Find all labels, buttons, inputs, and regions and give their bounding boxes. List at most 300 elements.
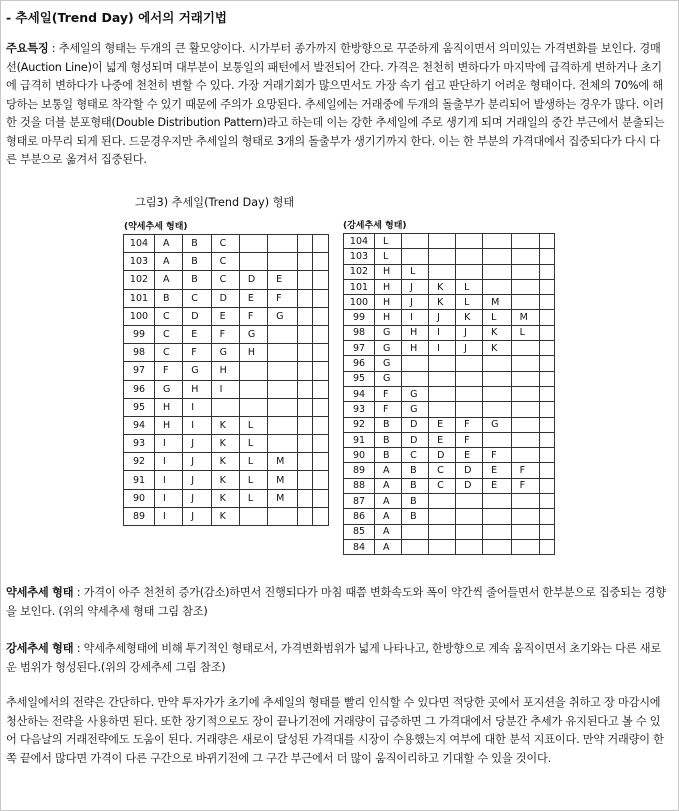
tpo-letter-cell: H (239, 344, 267, 362)
tpo-letter-cell (540, 478, 555, 493)
tpo-letter-cell: H (155, 398, 183, 416)
tpo-letter-cell (511, 524, 539, 539)
tpo-letter-cell: L (483, 310, 511, 325)
price-cell: 93 (344, 402, 375, 417)
tpo-letter-cell (511, 279, 539, 294)
tpo-letter-cell (511, 295, 539, 310)
price-cell: 88 (344, 478, 375, 493)
tpo-letter-cell: I (155, 489, 183, 507)
tpo-letter-cell: K (211, 435, 239, 453)
tpo-letter-cell (511, 494, 539, 509)
tpo-letter-cell: F (239, 307, 267, 325)
price-cell: 93 (124, 435, 155, 453)
tpo-letter-cell: L (456, 279, 483, 294)
tpo-letter-cell: K (211, 489, 239, 507)
tpo-letter-cell: L (239, 471, 267, 489)
tpo-letter-cell: A (155, 235, 183, 253)
tpo-letter-cell: C (183, 289, 211, 307)
price-cell: 90 (344, 448, 375, 463)
tpo-letter-cell: I (155, 471, 183, 489)
tpo-letter-cell (313, 507, 329, 525)
tpo-letter-cell (313, 435, 329, 453)
price-cell: 101 (124, 289, 155, 307)
tpo-letter-cell (297, 507, 313, 525)
table-row (344, 264, 555, 279)
table-row (344, 463, 555, 478)
tpo-letter-cell: H (375, 279, 402, 294)
tpo-letter-cell (540, 524, 555, 539)
price-cell: 94 (344, 386, 375, 401)
tpo-letter-cell (540, 341, 555, 356)
tpo-letter-cell (402, 234, 429, 249)
tpo-letter-cell: I (155, 507, 183, 525)
tpo-letter-cell: F (511, 478, 539, 493)
tpo-letter-cell: K (429, 279, 456, 294)
tpo-letter-cell (540, 494, 555, 509)
tpo-letter-cell (297, 416, 313, 434)
strategy-paragraph: 추세일에서의 전략은 간단하다. 만약 투자가가 초기에 추세일의 형태를 빨리 인식할 수 있다면 적당한 곳에서 포지션을 취하고 장 마감시에 청산하는 전략을 사용하면 된다. 또한 장기적으로도 장이 끝나기전에 거래량이 급증하면 그 가격대에서 당분간 추세가 유지된다고 볼 수 있어 다음날의 거래전략에도 도움이 된다. 거래량은 새로이 달성된 가격대를 시장이 수용했는지 여부에 대한 분석 지표이다. 만약 거래량이 한쪽 끝에서 많다면 가격이 다른 구간으로 바뀌기전에 그 구간 부근에서 더 많이 움직이리하고 기대할 수 있을 것이다. (6, 696, 664, 765)
tpo-letter-cell: J (183, 489, 211, 507)
tpo-letter-cell: H (375, 310, 402, 325)
tpo-letter-cell: M (268, 489, 298, 507)
tpo-letter-cell: K (483, 325, 511, 340)
tpo-letter-cell: J (183, 435, 211, 453)
tpo-letter-cell (239, 362, 267, 380)
strong-table-title: (강세추세 형태) (343, 221, 407, 231)
tpo-letter-cell (313, 289, 329, 307)
price-cell: 90 (124, 489, 155, 507)
price-cell: 103 (344, 249, 375, 264)
tpo-letter-cell (540, 325, 555, 340)
tpo-letter-cell: J (429, 310, 456, 325)
tpo-letter-cell: K (211, 416, 239, 434)
tpo-letter-cell: E (211, 307, 239, 325)
intro-paragraph (6, 40, 670, 170)
tpo-letter-cell: J (402, 279, 429, 294)
table-row (124, 325, 329, 343)
tpo-letter-cell: H (375, 295, 402, 310)
tpo-letter-cell: A (375, 539, 402, 554)
tpo-letter-cell (456, 356, 483, 371)
table-row (344, 295, 555, 310)
price-cell: 89 (124, 507, 155, 525)
tpo-letter-cell: H (211, 362, 239, 380)
tpo-letter-cell: K (456, 310, 483, 325)
tpo-letter-cell: G (375, 371, 402, 386)
price-cell: 89 (344, 463, 375, 478)
tpo-letter-cell (429, 264, 456, 279)
tpo-letter-cell (540, 448, 555, 463)
tpo-letter-cell (483, 371, 511, 386)
table-row (124, 271, 329, 289)
tpo-letter-cell (429, 494, 456, 509)
tpo-letter-cell (456, 509, 483, 524)
table-row (344, 341, 555, 356)
price-cell: 99 (344, 310, 375, 325)
tpo-letter-cell: L (402, 264, 429, 279)
tpo-letter-cell (297, 271, 313, 289)
tpo-letter-cell: C (155, 344, 183, 362)
tpo-letter-cell (268, 235, 298, 253)
weak-trend-table (123, 234, 329, 526)
price-cell: 98 (124, 344, 155, 362)
tpo-letter-cell (313, 489, 329, 507)
table-row (124, 344, 329, 362)
table-row (344, 524, 555, 539)
tpo-letter-cell: B (375, 432, 402, 447)
weak-desc-label: 약세추세 형태 (6, 586, 74, 599)
tpo-letter-cell: A (375, 509, 402, 524)
tpo-letter-cell (313, 271, 329, 289)
strong-desc-text: : 약세추세형태에 비해 투기적인 형태로서, 가격변화범위가 넓게 나타나고, 한방향으로 계속 움직이면서 초기와는 다른 새로운 범위가 형성된다.(위의 강세추세 그림 참조) (6, 642, 661, 674)
tpo-letter-cell (456, 524, 483, 539)
tpo-letter-cell: K (211, 507, 239, 525)
table-row (124, 453, 329, 471)
tpo-letter-cell (511, 417, 539, 432)
tpo-letter-cell (540, 249, 555, 264)
tpo-letter-cell: E (183, 325, 211, 343)
tpo-letter-cell (540, 539, 555, 554)
tpo-letter-cell (297, 307, 313, 325)
tpo-letter-cell: G (183, 362, 211, 380)
tpo-letter-cell (540, 463, 555, 478)
tpo-letter-cell (540, 356, 555, 371)
tpo-letter-cell (483, 494, 511, 509)
tpo-letter-cell (239, 235, 267, 253)
weak-table-title: (약세추세 형태) (124, 222, 188, 232)
price-cell: 96 (124, 380, 155, 398)
tpo-letter-cell (297, 253, 313, 271)
tpo-letter-cell: H (155, 416, 183, 434)
tpo-letter-cell: H (375, 264, 402, 279)
table-row (124, 507, 329, 525)
tpo-letter-cell (511, 341, 539, 356)
tpo-letter-cell (429, 371, 456, 386)
tpo-letter-cell: L (375, 234, 402, 249)
tpo-letter-cell: F (183, 344, 211, 362)
tpo-letter-cell (313, 253, 329, 271)
tpo-letter-cell (313, 416, 329, 434)
tpo-letter-cell: F (456, 432, 483, 447)
tpo-letter-cell (268, 380, 298, 398)
tpo-letter-cell: E (429, 432, 456, 447)
tpo-letter-cell (313, 380, 329, 398)
tpo-letter-cell: C (429, 478, 456, 493)
tpo-letter-cell (483, 524, 511, 539)
tpo-letter-cell (297, 489, 313, 507)
price-cell: 99 (124, 325, 155, 343)
tpo-letter-cell (483, 386, 511, 401)
tpo-letter-cell (483, 509, 511, 524)
tpo-letter-cell (511, 249, 539, 264)
tpo-letter-cell (456, 264, 483, 279)
tpo-letter-cell: A (155, 253, 183, 271)
tpo-letter-cell: D (239, 271, 267, 289)
tpo-letter-cell (429, 234, 456, 249)
tpo-letter-cell (429, 386, 456, 401)
tpo-letter-cell: A (375, 463, 402, 478)
table-row (344, 509, 555, 524)
table-row (124, 435, 329, 453)
tpo-letter-cell (239, 507, 267, 525)
table-row (124, 471, 329, 489)
tpo-letter-cell (511, 539, 539, 554)
tpo-letter-cell: I (429, 341, 456, 356)
tpo-letter-cell: G (211, 344, 239, 362)
price-cell: 85 (344, 524, 375, 539)
tpo-letter-cell: K (211, 453, 239, 471)
table-row (344, 386, 555, 401)
tpo-letter-cell: C (429, 463, 456, 478)
tpo-letter-cell: I (155, 453, 183, 471)
tpo-letter-cell: B (155, 289, 183, 307)
tpo-letter-cell (297, 471, 313, 489)
price-cell: 87 (344, 494, 375, 509)
tpo-letter-cell (268, 507, 298, 525)
intro-label: 주요특징 (6, 42, 49, 55)
tpo-letter-cell: F (375, 402, 402, 417)
table-row (344, 310, 555, 325)
table-row (344, 249, 555, 264)
tpo-letter-cell: J (456, 341, 483, 356)
tpo-letter-cell: M (268, 471, 298, 489)
tpo-letter-cell (456, 234, 483, 249)
tpo-letter-cell: E (456, 448, 483, 463)
tpo-letter-cell: K (211, 471, 239, 489)
tpo-letter-cell: F (511, 463, 539, 478)
tpo-letter-cell (429, 509, 456, 524)
tpo-letter-cell (268, 325, 298, 343)
tpo-letter-cell (511, 264, 539, 279)
tpo-letter-cell (268, 435, 298, 453)
tpo-letter-cell (483, 234, 511, 249)
tpo-letter-cell (297, 362, 313, 380)
tpo-letter-cell: B (183, 253, 211, 271)
tpo-letter-cell: L (239, 453, 267, 471)
tpo-letter-cell: C (402, 448, 429, 463)
tpo-letter-cell (483, 249, 511, 264)
tpo-letter-cell: B (183, 235, 211, 253)
tpo-letter-cell: K (429, 295, 456, 310)
tpo-letter-cell (313, 344, 329, 362)
tpo-letter-cell (402, 371, 429, 386)
tpo-letter-cell: D (402, 432, 429, 447)
tpo-letter-cell: E (483, 463, 511, 478)
tpo-letter-cell: B (375, 417, 402, 432)
tpo-letter-cell (511, 234, 539, 249)
tpo-letter-cell: F (456, 417, 483, 432)
tpo-letter-cell: G (375, 356, 402, 371)
tpo-letter-cell: B (402, 509, 429, 524)
tpo-letter-cell (313, 471, 329, 489)
table-row (124, 398, 329, 416)
price-cell: 98 (344, 325, 375, 340)
table-row (344, 539, 555, 554)
tpo-letter-cell: G (402, 402, 429, 417)
tpo-letter-cell (297, 344, 313, 362)
tpo-letter-cell (268, 344, 298, 362)
tpo-letter-cell (540, 386, 555, 401)
tpo-letter-cell: E (429, 417, 456, 432)
price-cell: 86 (344, 509, 375, 524)
tpo-letter-cell: D (456, 463, 483, 478)
tpo-letter-cell: F (375, 386, 402, 401)
tpo-letter-cell: E (239, 289, 267, 307)
tpo-letter-cell (297, 380, 313, 398)
figure-caption: 그림3) 추세일(Trend Day) 형태 (135, 196, 295, 209)
price-cell: 95 (344, 371, 375, 386)
weak-desc-text: : 가격이 아주 천천히 증가(감소)하면서 진행되다가 마침 때쯤 변화속도와 폭이 약간씩 줄어들면서 한부분으로 집중되는 경향을 보인다. (위의 약세추세 형태 그림 참조) (6, 586, 666, 618)
tpo-letter-cell (540, 279, 555, 294)
strong-desc-label: 강세추세 형태 (6, 642, 74, 655)
tpo-letter-cell: C (211, 235, 239, 253)
price-cell: 103 (124, 253, 155, 271)
price-cell: 95 (124, 398, 155, 416)
tpo-letter-cell: J (456, 325, 483, 340)
strong-description (6, 640, 670, 677)
tpo-letter-cell (456, 249, 483, 264)
table-row (344, 402, 555, 417)
price-cell: 100 (344, 295, 375, 310)
tpo-letter-cell: E (268, 271, 298, 289)
tpo-letter-cell: B (375, 448, 402, 463)
tpo-letter-cell (483, 279, 511, 294)
tpo-letter-cell: J (402, 295, 429, 310)
tpo-letter-cell (297, 235, 313, 253)
price-cell: 97 (124, 362, 155, 380)
tpo-letter-cell (297, 289, 313, 307)
tpo-letter-cell: J (183, 453, 211, 471)
tpo-letter-cell (429, 524, 456, 539)
price-cell: 84 (344, 539, 375, 554)
tpo-letter-cell (540, 402, 555, 417)
tpo-letter-cell (540, 509, 555, 524)
tpo-letter-cell: D (211, 289, 239, 307)
tpo-letter-cell (511, 432, 539, 447)
table-row (344, 234, 555, 249)
tpo-letter-cell (429, 356, 456, 371)
tpo-letter-cell (313, 325, 329, 343)
tpo-letter-cell: B (402, 478, 429, 493)
tpo-letter-cell: L (511, 325, 539, 340)
tpo-letter-cell (313, 307, 329, 325)
tpo-letter-cell (297, 325, 313, 343)
price-cell: 102 (344, 264, 375, 279)
price-cell: 104 (124, 235, 155, 253)
tpo-letter-cell (540, 234, 555, 249)
tpo-letter-cell: C (211, 271, 239, 289)
tpo-letter-cell: C (155, 307, 183, 325)
tpo-letter-cell (268, 398, 298, 416)
tpo-letter-cell (239, 398, 267, 416)
tpo-letter-cell (456, 402, 483, 417)
tpo-letter-cell: F (268, 289, 298, 307)
table-row (344, 279, 555, 294)
tpo-letter-cell: A (155, 271, 183, 289)
tpo-letter-cell (429, 539, 456, 554)
tpo-letter-cell: F (155, 362, 183, 380)
table-row (124, 489, 329, 507)
tpo-letter-cell (313, 398, 329, 416)
tpo-letter-cell: H (402, 325, 429, 340)
table-row (344, 478, 555, 493)
price-cell: 101 (344, 279, 375, 294)
tpo-letter-cell (239, 380, 267, 398)
tpo-letter-cell (511, 356, 539, 371)
tpo-letter-cell: L (239, 435, 267, 453)
tpo-letter-cell: B (402, 463, 429, 478)
table-row (344, 371, 555, 386)
tpo-letter-cell: E (483, 478, 511, 493)
tpo-letter-cell: A (375, 494, 402, 509)
tpo-letter-cell: G (402, 386, 429, 401)
price-cell: 92 (124, 453, 155, 471)
table-row (344, 325, 555, 340)
tpo-letter-cell: G (155, 380, 183, 398)
table-row (124, 380, 329, 398)
tpo-letter-cell (268, 253, 298, 271)
tpo-letter-cell: G (268, 307, 298, 325)
table-row (124, 289, 329, 307)
tpo-letter-cell (402, 524, 429, 539)
price-cell: 92 (344, 417, 375, 432)
tpo-letter-cell: D (183, 307, 211, 325)
tpo-letter-cell (211, 398, 239, 416)
tpo-letter-cell (429, 402, 456, 417)
tpo-letter-cell (429, 249, 456, 264)
tpo-letter-cell (456, 386, 483, 401)
tpo-letter-cell (297, 435, 313, 453)
table-row (344, 448, 555, 463)
table-row (124, 416, 329, 434)
tpo-letter-cell: D (429, 448, 456, 463)
price-cell: 104 (344, 234, 375, 249)
table-row (344, 494, 555, 509)
tpo-letter-cell: F (211, 325, 239, 343)
tpo-letter-cell: B (402, 494, 429, 509)
table-row (124, 253, 329, 271)
tpo-letter-cell: C (211, 253, 239, 271)
table-row (124, 235, 329, 253)
tpo-letter-cell: C (155, 325, 183, 343)
tpo-letter-cell: M (511, 310, 539, 325)
tpo-letter-cell (313, 362, 329, 380)
tpo-letter-cell (483, 356, 511, 371)
tpo-letter-cell: I (429, 325, 456, 340)
tpo-letter-cell: G (375, 341, 402, 356)
tpo-letter-cell (540, 310, 555, 325)
tpo-letter-cell: I (211, 380, 239, 398)
tpo-letter-cell (268, 362, 298, 380)
tpo-letter-cell (483, 539, 511, 554)
tpo-letter-cell: I (183, 398, 211, 416)
tpo-letter-cell (511, 371, 539, 386)
tpo-letter-cell: G (239, 325, 267, 343)
tpo-letter-cell (540, 295, 555, 310)
price-cell: 91 (344, 432, 375, 447)
table-row (124, 307, 329, 325)
tpo-letter-cell: D (456, 478, 483, 493)
tpo-letter-cell: I (155, 435, 183, 453)
tpo-letter-cell (483, 402, 511, 417)
table-row (344, 356, 555, 371)
tpo-letter-cell (297, 398, 313, 416)
table-row (344, 417, 555, 432)
weak-description (6, 584, 670, 621)
intro-text: : 추세일의 형태는 두개의 큰 활모양이다. 시가부터 종가까지 한방향으로 꾸준하게 움직이면서 의미있는 가격변화를 보인다. 경매선(Auction Line)이 넓게 형성되며 대부분이 보통일의 패턴에서 발전되어 간다. 가격은 천천히 변하다가 마지막에 급격하게 변하거나 초기에 급격히 변하다가 나중에 천천히 변할 수 있다. 가장 거래기회가 많으면서도 가장 속기 쉽고 판단하기 어려운 형태이다. 전체의 70%에 해당하는 보통일 형태로 착각할 수 있기 때문에 주의가 요망된다. 추세일에는 거래중에 두개의 돌출부가 분리되어 발생하는 경우가 많다. 이러한 것을 더블 분포형태(Double Distribution Pattern)라고 하는데 이는 강한 추세일에 주로 생기게 되며 거래일의 중간 부근에서 분출되는 형태로 마무리 되게 된다. 드문경우지만 추세일의 형태로 3개의 돌출부가 생기기까지 한다. 이는 한 부분의 가격대에서 집중되다가 다시 다른 부분으로 옮겨서 집중된다. (6, 42, 665, 166)
tpo-letter-cell: L (375, 249, 402, 264)
price-cell: 102 (124, 271, 155, 289)
